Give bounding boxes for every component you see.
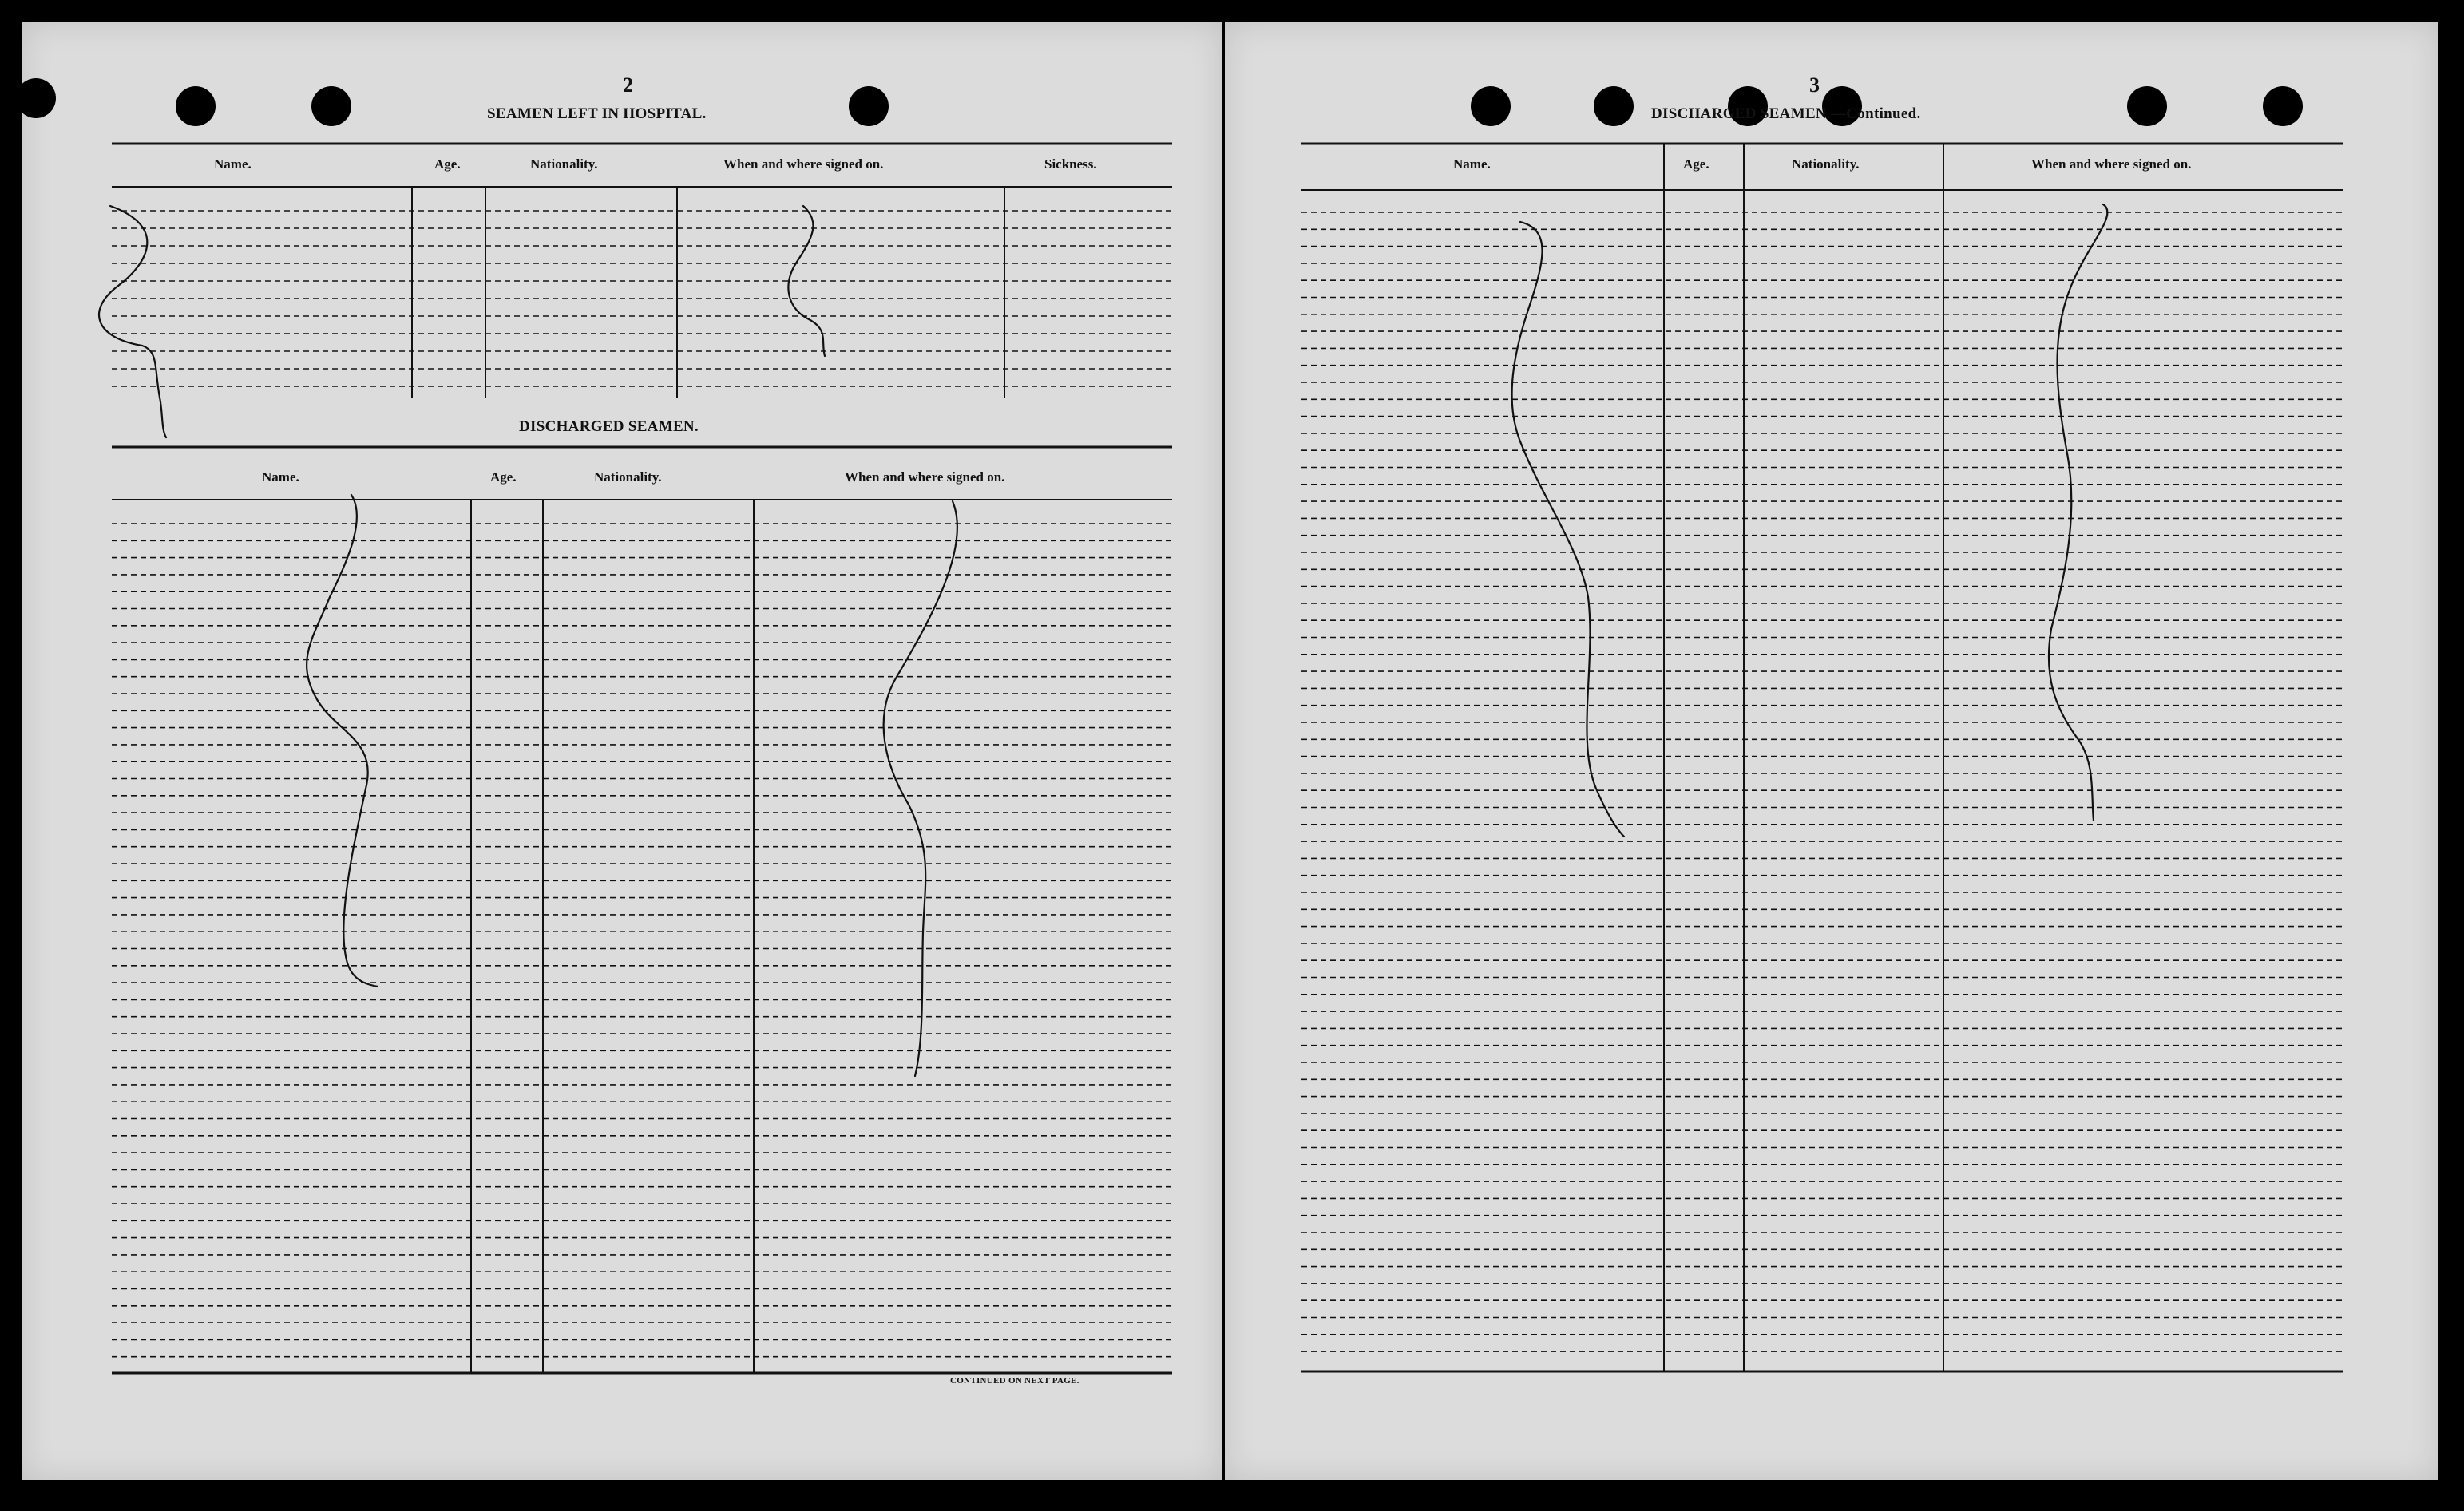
column-header-name: Name. <box>214 156 252 172</box>
hospital-section-title: SEAMEN LEFT IN HOSPITAL. <box>487 105 707 122</box>
column-header-signed-on: When and where signed on. <box>845 469 1005 485</box>
left-page <box>22 22 1222 1480</box>
column-header-age: Age. <box>1683 156 1709 172</box>
page-number: 3 <box>1809 73 1820 97</box>
column-header-sickness: Sickness. <box>1044 156 1097 172</box>
right-form-grid <box>1225 22 2438 1480</box>
discharged-continued-title: DISCHARGED SEAMEN.—Continued. <box>1651 105 1921 122</box>
column-header-name: Name. <box>1453 156 1491 172</box>
handwritten-strike-marks <box>1512 204 2108 837</box>
ditto-line <box>307 495 378 987</box>
continued-footer: CONTINUED ON NEXT PAGE. <box>950 1376 1079 1386</box>
column-header-age: Age. <box>434 156 461 172</box>
column-header-age: Age. <box>490 469 517 485</box>
column-header-nationality: Nationality. <box>530 156 598 172</box>
discharged-section-title: DISCHARGED SEAMEN. <box>519 418 699 435</box>
column-header-signed-on: When and where signed on. <box>2031 156 2192 172</box>
handwritten-strike-marks <box>99 206 957 1076</box>
right-page <box>1225 22 2438 1480</box>
left-form-grid <box>22 22 1222 1480</box>
column-header-name: Name. <box>262 469 299 485</box>
column-header-nationality: Nationality. <box>594 469 662 485</box>
page-number: 2 <box>623 73 633 97</box>
ditto-line <box>99 206 166 437</box>
ditto-line <box>884 501 957 1076</box>
ditto-line <box>1512 222 1624 837</box>
column-header-signed-on: When and where signed on. <box>723 156 884 172</box>
column-header-nationality: Nationality. <box>1792 156 1860 172</box>
